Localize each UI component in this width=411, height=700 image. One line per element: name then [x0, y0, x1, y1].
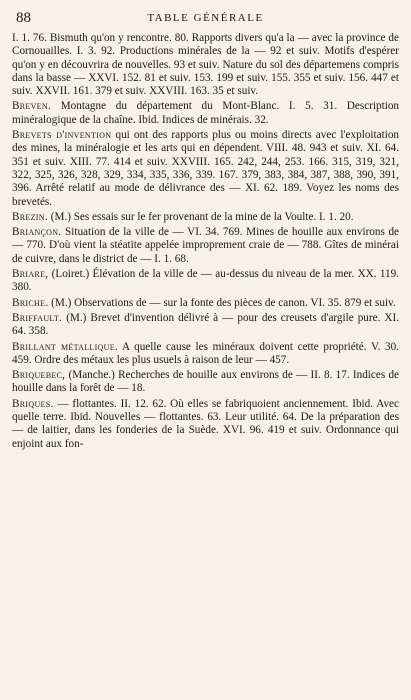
- entry-text: Montagne du département du Mont-Blanc. I. 5. 31. Description minéralogique de la chaîne. Ibid. Indices de minérais. 32.: [12, 100, 400, 126]
- index-entry: [12, 129, 399, 209]
- index-entry: [12, 398, 399, 451]
- entry-term: Briche.: [12, 296, 49, 309]
- index-entry: [12, 369, 399, 396]
- entry-text: I. 1. 76. Bismuth qu'on y rencontre. 80. Rapports divers qu'a la — avec la province de Cornouailles. I. 3. 92. Productions minérales de la — 92 et suiv. Motifs d'espérer qu'on y en découvrira de nouvelles. 93 et suiv. Nature du sol des départemens compris dans la basse — XXVI. 152. 81 et suiv. 153. 199 et suiv. 155. 355 et suiv. 156. 447 et suiv. XXVII. 161. 379 et suiv. XXVIII. 163. 35 et suiv.: [12, 32, 399, 98]
- index-entries: [12, 32, 399, 451]
- page-header: [12, 10, 399, 32]
- entry-text: (Manche.) Recherches de houille aux environs de — II. 8. 17. Indices de houille dans la forêt de — 18.: [12, 369, 400, 395]
- entry-term: Brevets d'invention: [12, 129, 112, 142]
- entry-term: Brezin.: [12, 210, 48, 223]
- index-entry: [12, 32, 399, 98]
- entry-text: (M.) Ses essais sur le fer provenant de la mine de la Voulte. I. 1. 20.: [50, 210, 354, 223]
- entry-term: Briare,: [12, 268, 49, 281]
- index-entry: [12, 341, 399, 368]
- entry-text: — flottantes. II. 12. 62. Où elles se fabriquoient anciennement. Ibid. Avec quelle terre. Ibid. Nouvelles — flottantes. 63. Leur utilité. 64. De la préparation des — de laitier, dans les fonderies de la Suède. XVI. 96. 419 et suiv. Ordonnance qui enjoint aux fon-: [12, 397, 399, 450]
- entry-term: Briques.: [12, 397, 54, 410]
- entry-term: Briançon.: [12, 226, 62, 239]
- index-entry: [12, 100, 399, 127]
- running-title: TABLE GÉNÉRALE: [147, 12, 264, 24]
- entry-text: qui ont des rapports plus ou moins directs avec l'exploitation des mines, la minéralogie et les arts qui en dépendent. VIII. 48. 943 et suiv. XI. 64. 351 et suiv. XIII. 77. 414 et suiv. XXVIII. 165. 242, 244, 253. 166. 315, 319, 321, 322, 325, 326, 328, 329, 334, 335, 336, 339. 167. 379, 383, 384, 387, 388, 390, 391, 396. Arrêté relatif au mode de délivrance des — XI. 62. 189. Voyez les noms des brevetés.: [12, 129, 400, 208]
- entry-text: (M.) Brevet d'invention délivré à — pour des creusets d'argile pure. XI. 64. 358.: [12, 311, 400, 338]
- index-entry: [12, 268, 399, 295]
- index-entry: [12, 297, 399, 310]
- entry-term: Brillant métallique.: [12, 340, 118, 353]
- entry-text: (M.) Observations de — sur la fonte des pièces de canon. VI. 35. 879 et suiv.: [51, 296, 396, 309]
- index-entry: [12, 211, 399, 224]
- index-entry: [12, 226, 399, 266]
- entry-text: (Loiret.) Élévation de la ville de — au-dessus du niveau de la mer. XX. 119. 380.: [12, 268, 399, 294]
- entry-text: Situation de la ville de — VI. 34. 769. Mines de houille aux environs de — 770. D'où vient la stéatite appelée improprement craie de — 788. Gîtes de minérai de cuivre, dans le district de — I. 1. 68.: [12, 226, 399, 265]
- entry-term: Briffault.: [12, 311, 63, 324]
- entry-term: Briquebec,: [12, 369, 66, 382]
- entry-term: Breven.: [12, 100, 52, 113]
- page-number: 88: [16, 10, 31, 26]
- index-entry: [12, 312, 399, 339]
- entry-text: A quelle cause les minéraux doivent cette propriété. V. 30. 459. Ordre des métaux les plus usuels à raison de leur — 457.: [12, 340, 399, 366]
